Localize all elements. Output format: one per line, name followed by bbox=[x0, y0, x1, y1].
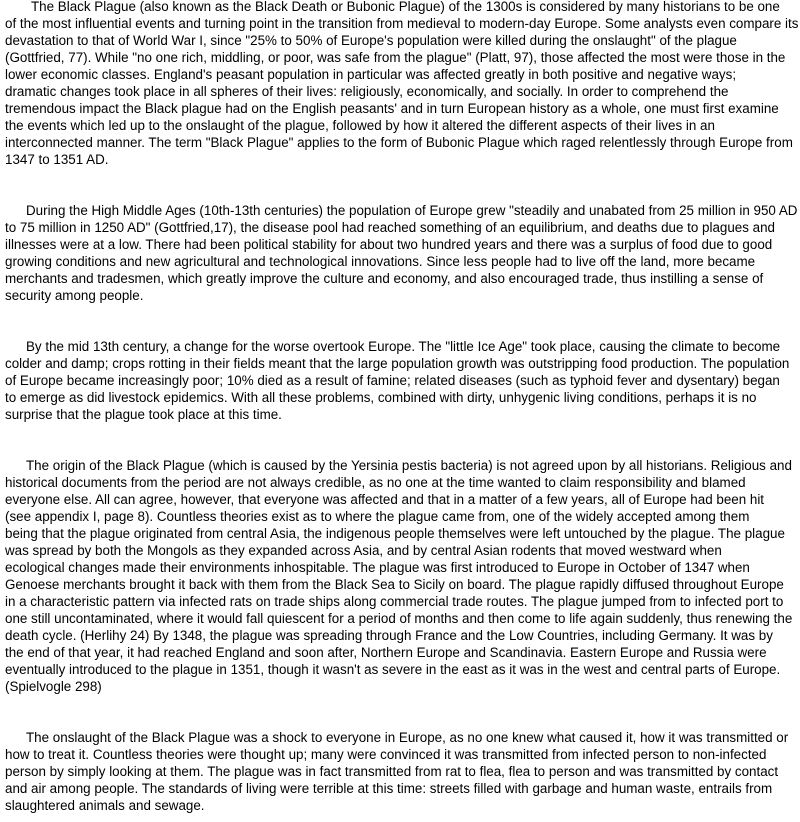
text-line: merchants and tradesmen, which greatly improve the culture and economy, and also encouraged trade, thus instilling a sense of bbox=[5, 271, 764, 286]
text-line: dramatic changes took place in all spheres of their lives: religiously, economically, and socially. In order to comprehend the bbox=[5, 84, 729, 99]
text-line: slaughtered animals and sewage. bbox=[5, 798, 205, 813]
text-line: 1347 to 1351 AD. bbox=[5, 152, 109, 167]
text-line: of the most influential events and turning point in the transition from medieval to modern-day Europe. Some analysts even compare its bbox=[5, 16, 799, 31]
paragraph bbox=[5, 457, 800, 695]
text-line: surprise that the plague took place at this time. bbox=[5, 407, 282, 422]
paragraph bbox=[5, 338, 800, 423]
text-line: eventually introduced to the plague in 1351, though it wasn't as severe in the east as it was in the west and central parts of Europe. bbox=[5, 662, 781, 677]
text-line: and air among people. The standards of living were terrible at this time: streets filled with garbage and human waste, entrails from bbox=[5, 781, 773, 796]
text-line: to emerge as did livestock epidemics. With all these problems, combined with dirty, unhygenic living conditions, perhaps it is no bbox=[5, 390, 757, 405]
text-line: of Europe became increasingly poor; 10% died as a result of famine; related diseases (such as typhoid fever and dysentary) began bbox=[5, 373, 780, 388]
paragraph bbox=[5, 202, 800, 304]
text-line: tremendous impact the Black plague had on the English peasants' and in turn European history as a whole, one must first examine bbox=[5, 101, 779, 116]
text-line: interconnected manner. The term "Black Plague" applies to the form of Bubonic Plague which raged relentlessly through Europe from bbox=[5, 135, 793, 150]
text-line: security among people. bbox=[5, 288, 144, 303]
text-line: (Gottfried, 77). While "no one rich, middling, or poor, was safe from the plague" (Platt, 97), those affected the most were those in the bbox=[5, 50, 786, 65]
text-line: The onslaught of the Black Plague was a shock to everyone in Europe, as no one knew what caused it, how it was transmitted or bbox=[26, 730, 789, 745]
text-line: how to treat it. Countless theories were thought up; many were convinced it was transmitted from infected person to non-infected bbox=[5, 747, 767, 762]
text-line: (see appendix I, page 8). Countless theories exist as to where the plague came from, one of the widely accepted among them bbox=[5, 509, 750, 524]
text-line: colder and damp; crops rotting in their fields meant that the large population growth was outstripping food production. The population bbox=[5, 356, 790, 371]
text-line: historical documents from the period are not always credible, as no one at the time wanted to claim responsibility and blamed bbox=[5, 475, 746, 490]
text-line: (Spielvogle 298) bbox=[5, 679, 102, 694]
text-line: The Black Plague (also known as the Black Death or Bubonic Plague) of the 1300s is considered by many historians to be one bbox=[31, 0, 780, 14]
text-line: to 75 million in 1250 AD" (Gottfried,17), the disease pool had reached something of an equilibrium, and deaths due to plagues and bbox=[5, 220, 776, 235]
text-line: lower economic classes. England's peasant population in particular was affected greatly in both positive and negative ways; bbox=[5, 67, 737, 82]
text-line: one still uncontaminated, where it would fall quiescent for a period of months and then come to life again suddenly, thus renewing the bbox=[5, 611, 793, 626]
text-line: the events which led up to the onslaught of the plague, followed by how it altered the different aspects of their lives in an bbox=[5, 118, 715, 133]
paragraph bbox=[5, 729, 800, 814]
text-line: growing conditions and new agricultural and technological innovations. Since less people had to live off the land, more became bbox=[5, 254, 756, 269]
text-line: death cycle. (Herlihy 24) By 1348, the plague was spreading through France and the Low Countries, including Germany. It was by bbox=[5, 628, 773, 643]
text-line: in a characteristic pattern via infected rats on trade ships along commercial trade routes. The plague jumped from to infected port to bbox=[5, 594, 784, 609]
text-line: illnesses were at a low. There had been political stability for about two hundred years and there was a surplus of food due to good bbox=[5, 237, 773, 252]
text-line: the end of that year, it had reached England and soon after, Northern Europe and Scandinavia. Eastern Europe and Russia were bbox=[5, 645, 767, 660]
text-line: The origin of the Black Plague (which is caused by the Yersinia pestis bacteria) is not agreed upon by all historians. Religious and bbox=[26, 458, 792, 473]
text-line: By the mid 13th century, a change for the worse overtook Europe. The "little Ice Age" took place, causing the climate to become bbox=[26, 339, 781, 354]
text-line: During the High Middle Ages (10th-13th centuries) the population of Europe grew "steadily and unabated from 25 million in 950 AD bbox=[26, 203, 798, 218]
text-line: was spread by both the Mongols as they expanded across Asia, and by central Asian rodents that moved westward when bbox=[5, 543, 722, 558]
text-line: person by simply looking at them. The plague was in fact transmitted from rat to flea, flea to person and was transmitted by contact bbox=[5, 764, 779, 779]
text-line: Genoese merchants brought it back with them from the Black Sea to Sicily on board. The plague rapidly diffused throughout Europe bbox=[5, 577, 784, 592]
text-line: ecological changes made their environments inhospitable. The plague was first introduced to Europe in October of 1347 when bbox=[5, 560, 750, 575]
text-line: being that the plague originated from central Asia, the indigenous people themselves were left untouched by the plague. The plague bbox=[5, 526, 785, 541]
text-line: everyone else. All can agree, however, that everyone was affected and that in a matter of a few years, all of Europe had been hit bbox=[5, 492, 765, 507]
paragraph bbox=[5, 0, 800, 168]
text-line: devastation to that of World War I, since "25% to 50% of Europe's population were killed during the onslaught" of the plague bbox=[5, 33, 737, 48]
